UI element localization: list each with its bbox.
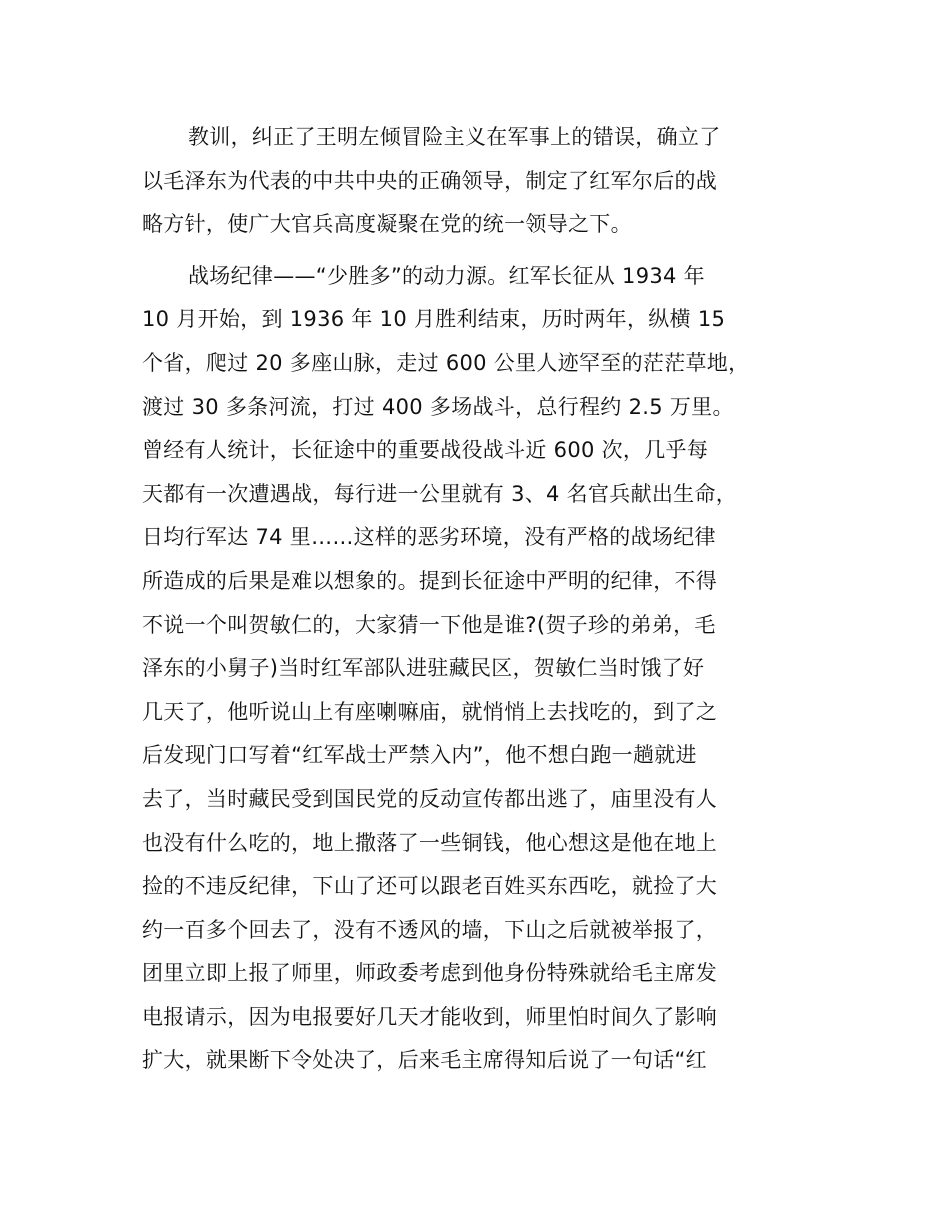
text-line: 略方针，使广大官兵高度凝聚在党的统一领导之下。 (142, 212, 632, 237)
text-line: 扩大，就果断下令处决了，后来毛主席得知后说了一句话“红 (142, 1048, 707, 1073)
text-line: 电报请示，因为电报要好几天才能收到，师里怕时间久了影响 (142, 1004, 718, 1029)
text-line: 捡的不违反纪律，下山了还可以跟老百姓买东西吃，就捡了大 (142, 874, 718, 899)
paragraph-1 (142, 116, 842, 247)
text-line: 曾经有人统计，长征途中的重要战役战斗近 600 次，几乎每 (142, 438, 709, 463)
text-line: 后发现门口写着“红军战士严禁入内”，他不想白跑一趟就进 (142, 743, 697, 768)
text-line: 团里立即上报了师里，师政委考虑到他身份特殊就给毛主席发 (142, 961, 718, 986)
text-line: 也没有什么吃的，地上撒落了一些铜钱，他心想这是他在地上 (142, 830, 718, 855)
document-page (142, 116, 842, 1083)
text-line: 几天了，他听说山上有座喇嘛庙，就悄悄上去找吃的，到了之 (142, 699, 718, 724)
text-line: 日均行军达 74 里……这样的恶劣环境，没有严格的战场纪律 (142, 525, 716, 550)
text-line: 不说一个叫贺敏仁的，大家猜一下他是谁?(贺子珍的弟弟，毛 (142, 612, 716, 637)
text-line: 10 月开始，到 1936 年 10 月胜利结束，历时两年，纵横 15 (142, 307, 726, 332)
text-line: 渡过 30 多条河流，打过 400 多场战斗，总行程约 2.5 万里。 (142, 394, 734, 419)
text-line: 以毛泽东为代表的中共中央的正确领导，制定了红军尔后的战 (142, 168, 718, 193)
text-line: 约一百多个回去了，没有不透风的墙，下山之后就被举报了， (142, 917, 718, 942)
text-line: 个省，爬过 20 多座山脉，走过 600 公里人迹罕至的茫茫草地， (142, 350, 750, 375)
text-line: 战场纪律——“少胜多”的动力源。红军长征从 1934 年 (188, 263, 705, 288)
paragraph-2 (142, 255, 842, 1083)
text-line: 天都有一次遭遇战，每行进一公里就有 3、4 名官兵献出生命， (142, 481, 738, 506)
text-line: 去了，当时藏民受到国民党的反动宣传都出逃了，庙里没有人 (142, 786, 718, 811)
text-line: 所造成的后果是难以想象的。提到长征途中严明的纪律，不得 (142, 568, 718, 593)
text-line: 教训，纠正了王明左倾冒险主义在军事上的错误，确立了 (188, 125, 721, 149)
text-line: 泽东的小舅子)当时红军部队进驻藏民区，贺敏仁当时饿了好 (142, 656, 705, 681)
